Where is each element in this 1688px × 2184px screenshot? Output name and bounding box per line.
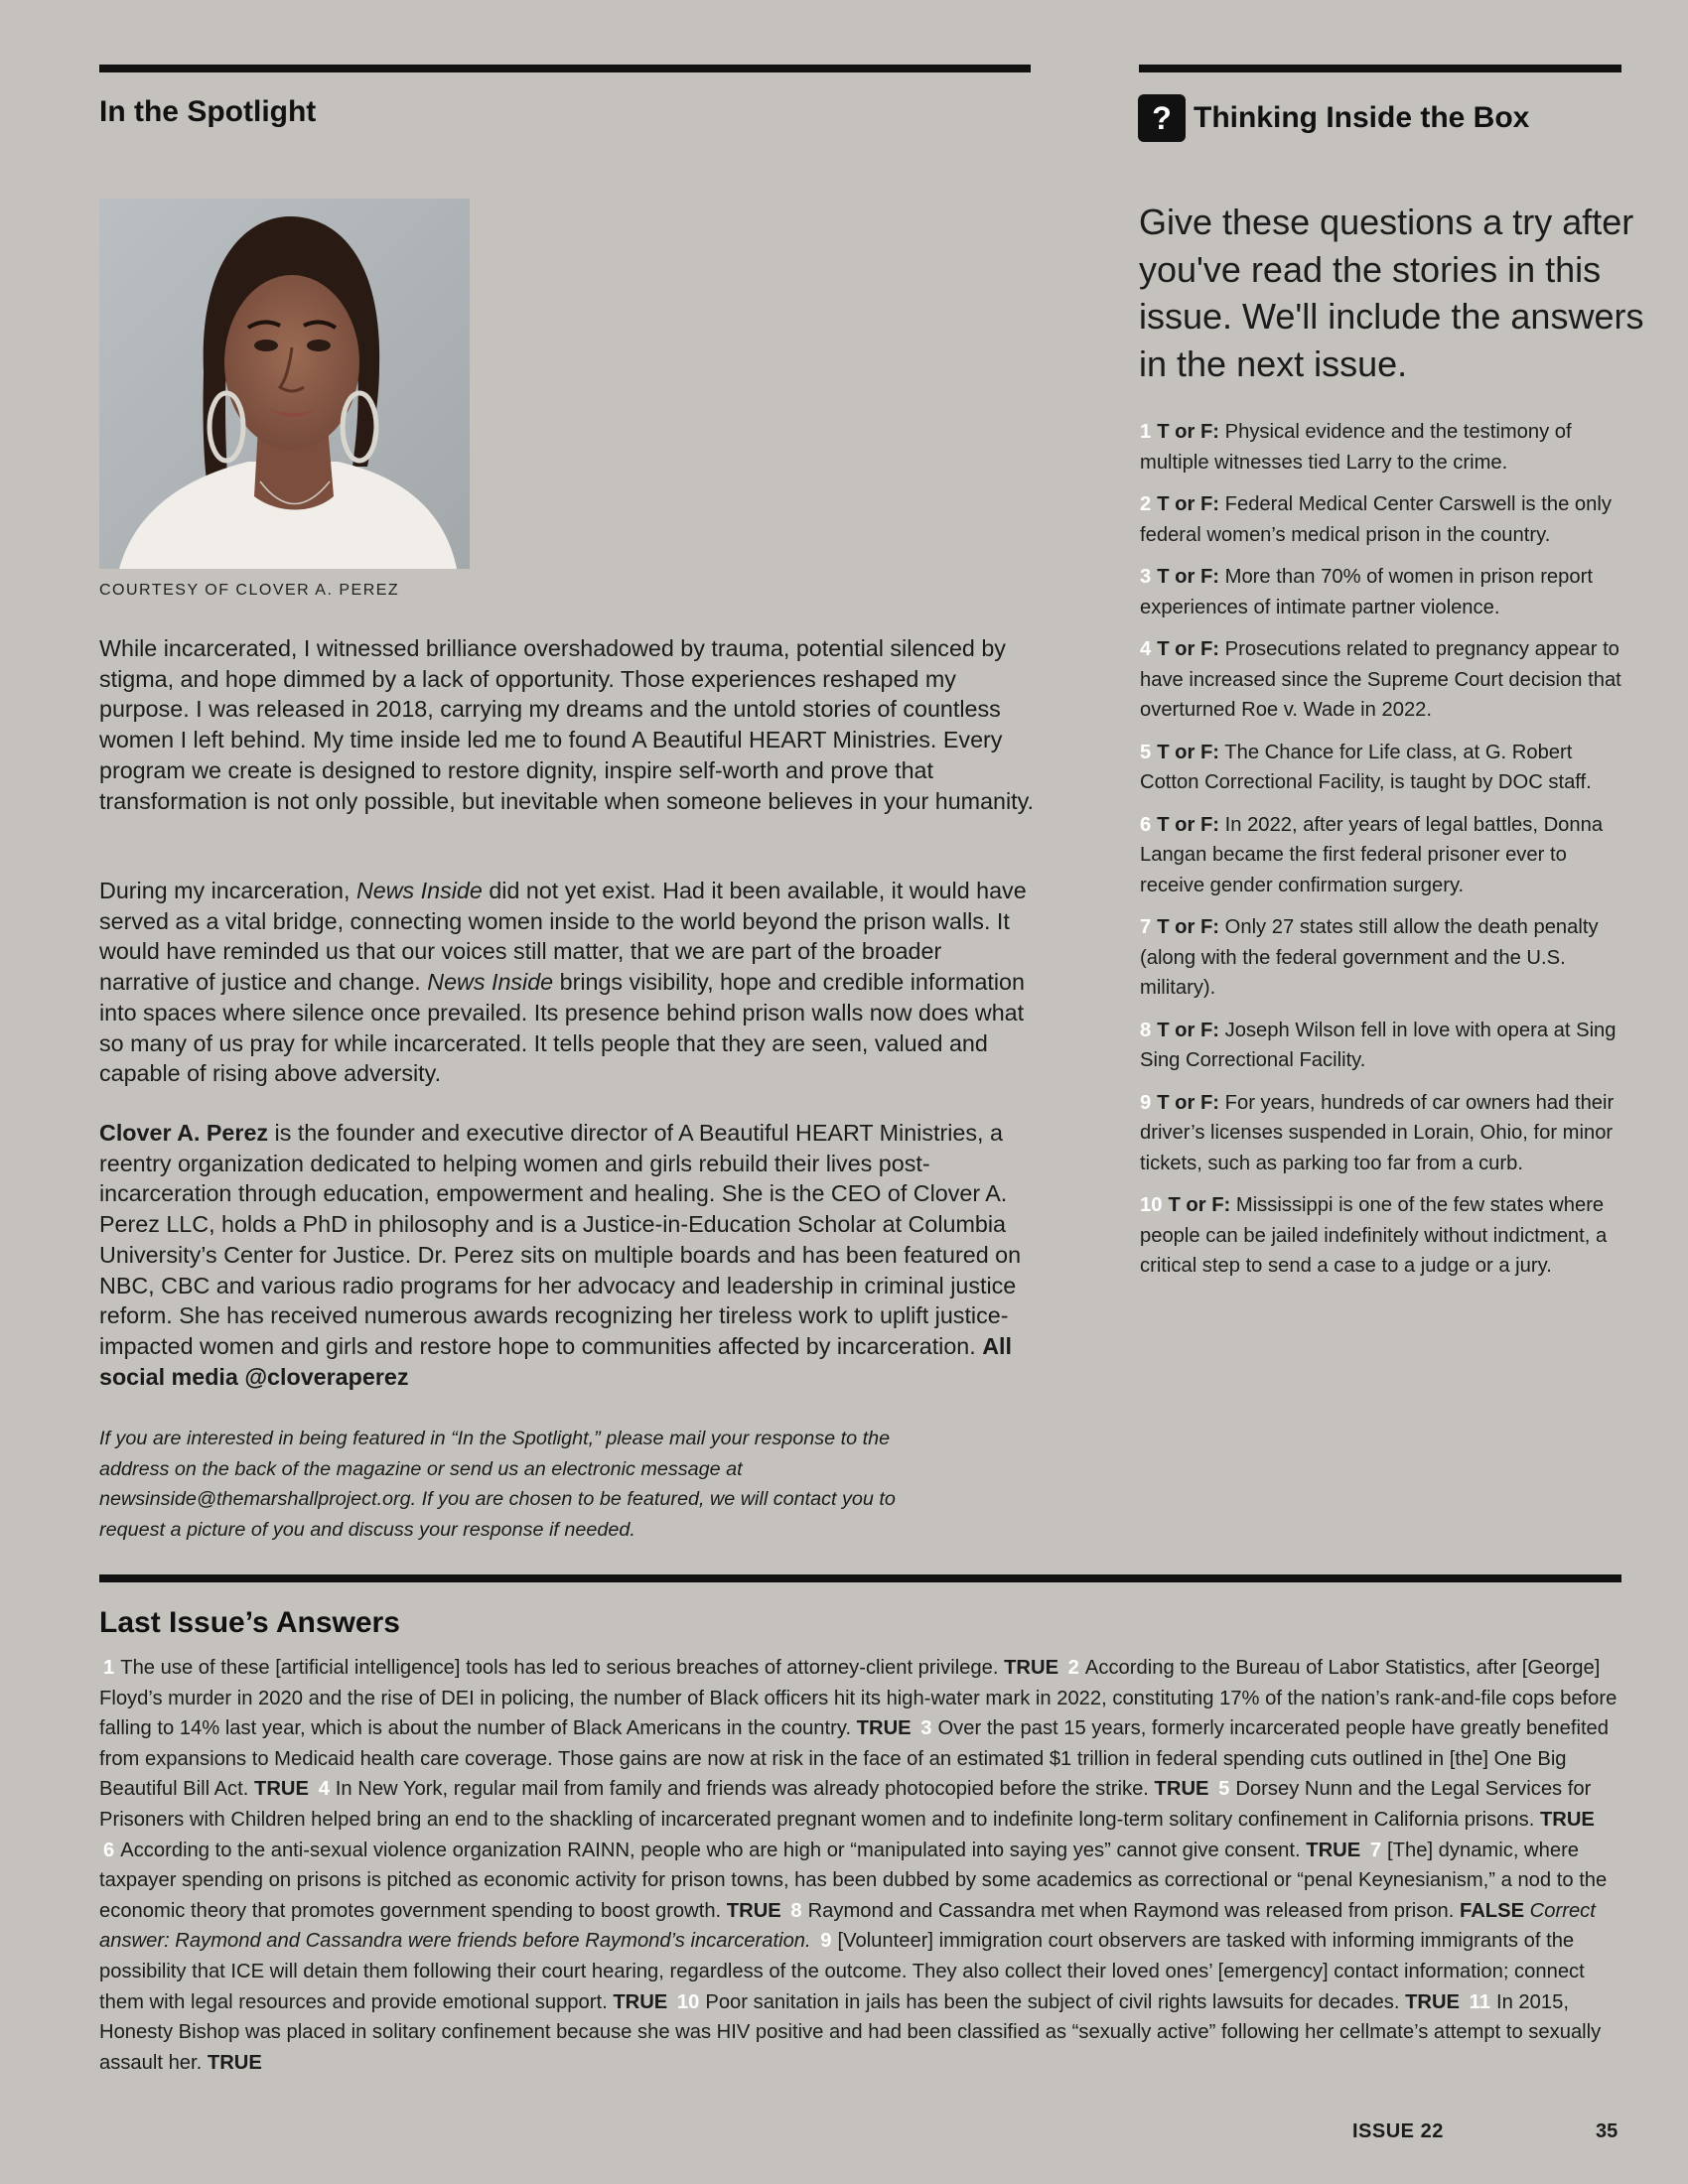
answer-verdict: FALSE — [1460, 1899, 1525, 1922]
p2-text-e: brings visibility, hope and credible information into spaces where silence once prevailed. Its presence behind prison walls now does what so many of us pray for while incarcerated. It tells people that they are seen, valued and capable of rising above adversity. — [99, 969, 1025, 1087]
question-number: 9 — [1140, 1091, 1152, 1114]
question-text: Physical evidence and the testimony of multiple witnesses tied Larry to the crime. — [1140, 421, 1572, 474]
quiz-question — [1140, 634, 1636, 726]
question-number: 3 — [1140, 566, 1152, 588]
quiz-question — [1140, 562, 1636, 622]
question-number: 4 — [1140, 638, 1152, 660]
question-text: Only 27 states still allow the death penalty (along with the federal government and the U.S. military). — [1140, 916, 1599, 999]
answer-number: 11 — [1469, 1990, 1490, 2013]
quiz-intro: Give these questions a try after you've read the stories in this issue. We'll include the answers in the next issue. — [1139, 202, 1644, 384]
spotlight-top-rule — [99, 65, 1031, 72]
bio-name: Clover A. Perez — [99, 1120, 269, 1146]
true-false-label: T or F: — [1157, 421, 1220, 443]
quiz-question — [1140, 417, 1636, 478]
answer-number: 5 — [1218, 1778, 1230, 1801]
answer-number: 7 — [1369, 1839, 1382, 1861]
answer-statement: The use of these [artificial intelligence] tools has led to serious breaches of attorney-client privilege. — [120, 1657, 1005, 1679]
p2-publication-name-2: News Inside — [427, 969, 554, 996]
answer-number: 1 — [103, 1657, 115, 1679]
answer-number: 6 — [103, 1839, 115, 1861]
question-number: 1 — [1140, 421, 1152, 443]
answer-number: 2 — [1067, 1657, 1079, 1679]
p2-publication-name: News Inside — [355, 878, 483, 903]
quiz-question — [1140, 1088, 1636, 1179]
question-text: The Chance for Life class, at G. Robert Cotton Correctional Facility, is taught by DOC staff. — [1140, 741, 1592, 793]
quiz-top-rule — [1139, 65, 1621, 72]
answer-number: 10 — [676, 1990, 700, 2013]
true-false-label: T or F: — [1168, 1194, 1231, 1216]
spotlight-bio — [99, 1118, 1038, 1392]
question-text: Mississippi is one of the few states where people can be jailed indefinitely without indictment, a critical step to send a case to a judge or a jury. — [1140, 1194, 1608, 1277]
answer-verdict: TRUE — [1154, 1778, 1209, 1801]
question-text: More than 70% of women in prison report experiences of intimate partner violence. — [1140, 566, 1593, 618]
answer-number: 8 — [790, 1899, 802, 1922]
question-number: 7 — [1140, 916, 1152, 938]
quiz-question — [1140, 810, 1636, 901]
bio-social-handle: All social media @cloveraperez — [99, 1332, 1012, 1390]
quiz-question — [1140, 912, 1636, 1004]
answer-statement: [The] dynamic, where taxpayer spending on prisons is pitched as economic activity for prison towns, has been dubbed by some academics as correctional or “penal Keynesianism,” a nod to the economic theory that promotes government spending to boost growth. — [99, 1839, 1608, 1922]
answer-correction: Correct answer: Raymond and Cassandra were friends before Raymond’s incarceration. — [99, 1899, 1596, 1953]
answer-verdict: TRUE — [1306, 1839, 1361, 1861]
quiz-question-list — [1140, 417, 1636, 1294]
true-false-label: T or F: — [1157, 638, 1220, 660]
spotlight-invitation: If you are interested in being featured in “In the Spotlight,” please mail your response to the address on the back of the magazine or send us an electronic message at newsinside@themarshallproject.org. If you are chosen to be featured, we will contact you to request a picture of you and discuss your response if needed. — [99, 1428, 896, 1542]
answer-statement: Over the past 15 years, formerly incarcerated people have greatly benefited from expansions to Medicaid health care coverage. Those gains are now at risk in the face of an estimated $1 trillion in federal spending cuts outlined in [the] One Big Beautiful Bill Act. — [99, 1717, 1610, 1801]
p2-text-c: did not yet exist. Had it been available, it would have served as a vital bridge, connecting women inside to the world beyond the prison walls. It would have reminded us that our voices still matter, that we are part of the broader narrative of justice and change. — [99, 878, 1027, 996]
question-text: Federal Medical Center Carswell is the only federal women’s medical prison in the country. — [1140, 493, 1612, 546]
answer-statement: In New York, regular mail from family and friends was already photocopied before the strike. — [335, 1778, 1155, 1801]
answer-statement: According to the anti-sexual violence organization RAINN, people who are high or “manipulated into saying yes” cannot give consent. — [120, 1839, 1307, 1861]
p2-text-a: During my incarceration, — [99, 878, 356, 903]
answer-statement: In 2015, Honesty Bishop was placed in solitary confinement because she was HIV positive and had been classified as “sexually active” following her cellmate’s attempt to sexually assault her. — [99, 1990, 1602, 2074]
answer-verdict: TRUE — [856, 1717, 912, 1740]
true-false-label: T or F: — [1157, 1091, 1220, 1114]
quiz-question — [1140, 489, 1636, 550]
answer-number: 3 — [920, 1717, 932, 1740]
quiz-question — [1140, 1016, 1636, 1076]
answers-top-rule — [99, 1574, 1621, 1582]
question-number: 6 — [1140, 813, 1152, 836]
answer-verdict: TRUE — [207, 2051, 262, 2074]
question-number: 5 — [1140, 741, 1152, 763]
true-false-label: T or F: — [1157, 566, 1220, 588]
answer-statement: Dorsey Nunn and the Legal Services for Prisoners with Children helped bring an end to the shackling of incarcerated pregnant women and to indefinite long-term solitary confinement in California prisons. — [99, 1778, 1592, 1831]
question-text: Prosecutions related to pregnancy appear to have increased since the Supreme Court decision that overturned Roe v. Wade in 2022. — [1140, 638, 1621, 721]
quiz-question — [1140, 1190, 1636, 1282]
footer-issue-label: ISSUE 22 — [1352, 2120, 1444, 2142]
answer-statement: Poor sanitation in jails has been the subject of civil rights lawsuits for decades. — [705, 1990, 1406, 2013]
answers-paragraph — [99, 1653, 1618, 2078]
answer-number: 9 — [820, 1930, 832, 1953]
true-false-label: T or F: — [1157, 916, 1220, 938]
question-text: For years, hundreds of car owners had their driver’s licenses suspended in Lorain, Ohio, for minor tickets, such as parking too far from a curb. — [1140, 1091, 1615, 1174]
true-false-label: T or F: — [1157, 813, 1220, 836]
page-number: 35 — [1596, 2120, 1618, 2142]
answer-verdict: TRUE — [726, 1899, 781, 1922]
answer-statement: [Volunteer] immigration court observers are tasked with informing immigrants of the possibility that ICE will detain them following their court hearing, regardless of the outcome. They also collect their loved ones’ [emergency] contact information; connect them with legal resources and provide emotional support. — [99, 1930, 1585, 2013]
question-number: 10 — [1140, 1194, 1163, 1216]
spotlight-heading: In the Spotlight — [99, 95, 317, 128]
answer-verdict: TRUE — [1405, 1990, 1461, 2013]
photo-credit: COURTESY OF CLOVER A. PEREZ — [99, 582, 400, 599]
quiz-heading: Thinking Inside the Box — [1194, 101, 1530, 134]
answer-statement: According to the Bureau of Labor Statistics, after [George] Floyd’s murder in 2020 and the rise of DEI in policing, the number of Black officers hit its high-water mark in 2022, constituting 17% of the nation’s rank-and-file cops before falling to 14% last year, which is about the number of Black Americans in the country. — [99, 1657, 1618, 1740]
bio-text: is the founder and executive director of A Beautiful HEART Ministries, a reentry organization dedicated to helping women and girls rebuild their lives post-incarceration through education, empowerment and healing. She is the CEO of Clover A. Perez LLC, holds a PhD in philosophy and is a Justice-in-Education Scholar at Columbia University’s Center for Justice. Dr. Perez sits on multiple boards and has been featured on NBC, CBC and various radio programs for her advocacy and leadership in criminal justice reform. She has received numerous awards recognizing her tireless work to uplift justice-impacted women and girls and restore hope to communities affected by incarceration. — [99, 1120, 1022, 1359]
answer-verdict: TRUE — [1539, 1808, 1595, 1831]
answer-number: 4 — [318, 1778, 330, 1801]
question-text: In 2022, after years of legal battles, Donna Langan became the first federal prisoner ever to receive gender confirmation surgery. — [1140, 813, 1604, 896]
answer-verdict: TRUE — [253, 1778, 309, 1801]
question-mark-icon: ? — [1138, 94, 1186, 142]
question-text: Joseph Wilson fell in love with opera at Sing Sing Correctional Facility. — [1140, 1019, 1617, 1071]
answer-verdict: TRUE — [613, 1990, 668, 2013]
spotlight-paragraph-1: While incarcerated, I witnessed brilliance overshadowed by trauma, potential silenced by stigma, and hope dimmed by a lack of opportunity. Those experiences reshaped my purpose. I was released in 2018, carrying my dreams and the untold stories of countless women I left behind. My time inside led me to found A Beautiful HEART Ministries. Every program we create is designed to restore dignity, inspire self-worth and prove that transformation is not only possible, but inevitable when someone believes in your humanity. — [99, 635, 1035, 814]
true-false-label: T or F: — [1157, 741, 1220, 763]
spotlight-paragraph-2 — [99, 876, 1038, 1089]
answer-verdict: TRUE — [1004, 1657, 1059, 1679]
answers-heading: Last Issue’s Answers — [99, 1606, 400, 1639]
true-false-label: T or F: — [1157, 493, 1220, 515]
question-number: 2 — [1140, 493, 1152, 515]
quiz-question — [1140, 738, 1636, 798]
true-false-label: T or F: — [1157, 1019, 1220, 1041]
question-number: 8 — [1140, 1019, 1152, 1041]
answer-statement: Raymond and Cassandra met when Raymond was released from prison. — [807, 1899, 1461, 1922]
portrait-photo — [99, 199, 470, 569]
